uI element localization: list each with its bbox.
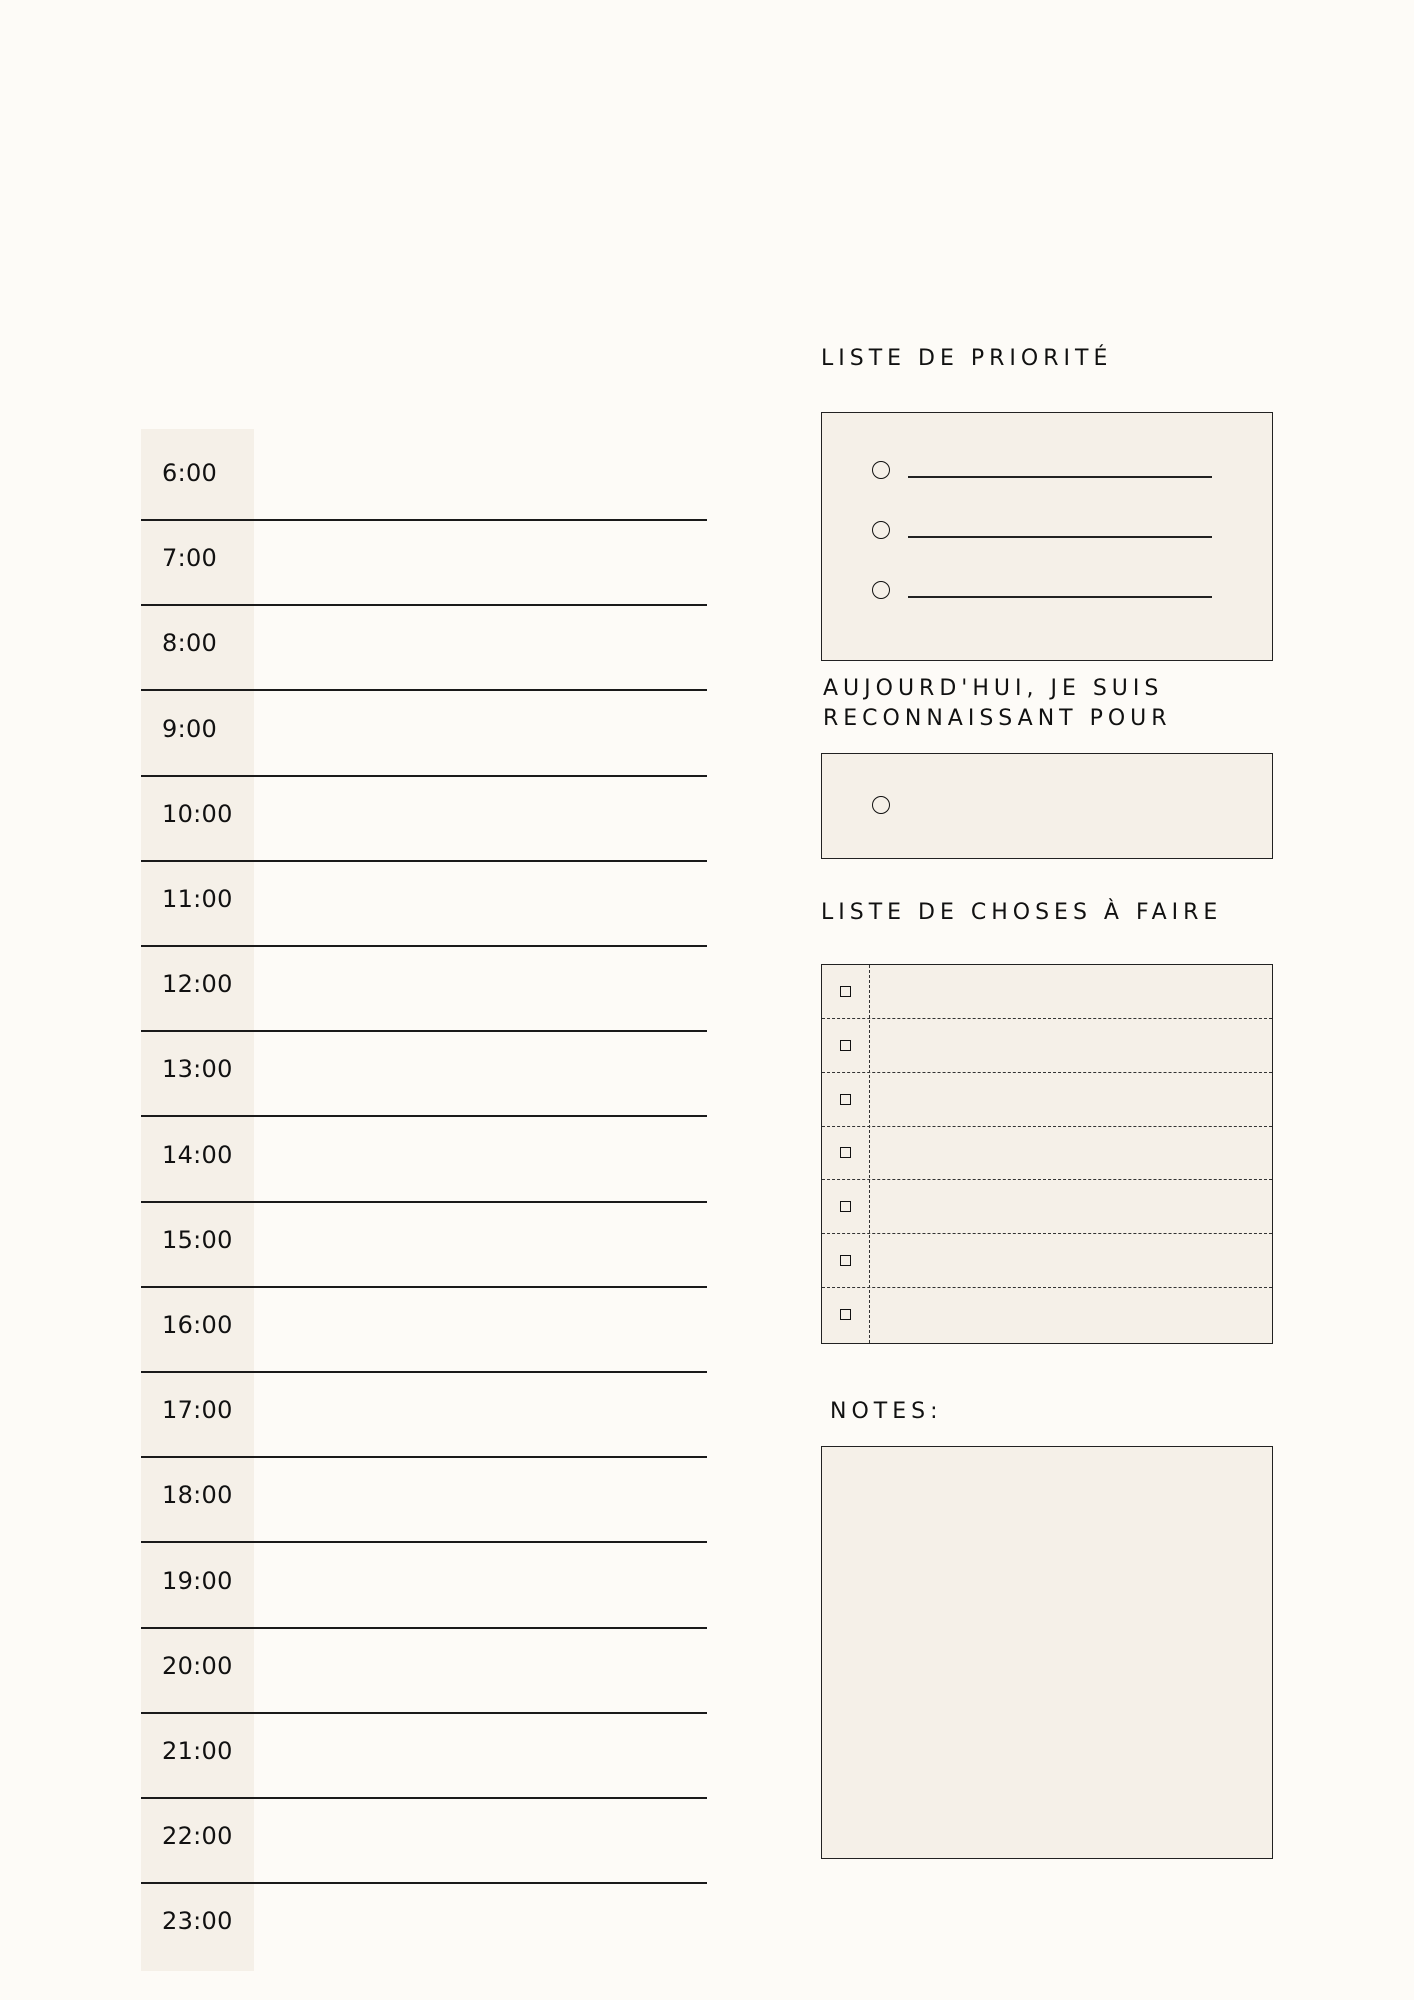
todo-checkbox[interactable] [840, 986, 851, 997]
priority-write-line[interactable] [908, 596, 1212, 598]
hour-label: 10:00 [162, 800, 233, 828]
todo-checkbox[interactable] [840, 1201, 851, 1212]
todo-row[interactable] [822, 1073, 1272, 1127]
hour-label: 14:00 [162, 1141, 233, 1169]
hour-label: 7:00 [162, 544, 218, 572]
hour-divider-line [141, 1456, 707, 1458]
priority-list-title: LISTE DE PRIORITÉ [821, 346, 1113, 371]
priority-bullet-circle[interactable] [872, 461, 890, 479]
priority-write-line[interactable] [908, 536, 1212, 538]
hour-label: 9:00 [162, 715, 218, 743]
hour-divider-line [141, 689, 707, 691]
hour-divider-line [141, 1030, 707, 1032]
hour-divider-line [141, 1541, 707, 1543]
hour-label: 19:00 [162, 1567, 233, 1595]
hour-divider-line [141, 1201, 707, 1203]
hour-divider-line [141, 1371, 707, 1373]
hour-label: 21:00 [162, 1737, 233, 1765]
todo-checkbox[interactable] [840, 1040, 851, 1051]
hour-label: 22:00 [162, 1822, 233, 1850]
priority-bullet-circle[interactable] [872, 581, 890, 599]
todo-checkbox[interactable] [840, 1255, 851, 1266]
hour-label: 18:00 [162, 1481, 233, 1509]
priority-write-line[interactable] [908, 476, 1212, 478]
hour-divider-line [141, 1286, 707, 1288]
hour-divider-line [141, 1627, 707, 1629]
gratitude-title-line-2: RECONNAISSANT POUR [823, 706, 1172, 731]
hour-label: 15:00 [162, 1226, 233, 1254]
gratitude-box [821, 753, 1273, 859]
hour-divider-line [141, 519, 707, 521]
hour-divider-line [141, 604, 707, 606]
todo-row[interactable] [822, 965, 1272, 1019]
hour-divider-line [141, 775, 707, 777]
hour-divider-line [141, 1797, 707, 1799]
hour-label: 6:00 [162, 459, 218, 487]
todo-row[interactable] [822, 1288, 1272, 1342]
priority-bullet-circle[interactable] [872, 521, 890, 539]
notes-title: NOTES: [830, 1399, 943, 1424]
priority-list-box [821, 412, 1273, 661]
hour-divider-line [141, 1882, 707, 1884]
hour-label: 8:00 [162, 629, 218, 657]
notes-box[interactable] [821, 1446, 1273, 1859]
todo-row[interactable] [822, 1127, 1272, 1181]
gratitude-bullet-circle[interactable] [872, 796, 890, 814]
todo-row[interactable] [822, 1019, 1272, 1073]
todo-checkbox[interactable] [840, 1094, 851, 1105]
todo-row[interactable] [822, 1234, 1272, 1288]
todo-row[interactable] [822, 1180, 1272, 1234]
hour-label: 12:00 [162, 970, 233, 998]
hour-divider-line [141, 860, 707, 862]
hour-label: 11:00 [162, 885, 233, 913]
hour-label: 23:00 [162, 1907, 233, 1935]
todo-list-box [821, 964, 1273, 1344]
hour-label: 20:00 [162, 1652, 233, 1680]
hour-divider-line [141, 1712, 707, 1714]
hour-divider-line [141, 1115, 707, 1117]
hour-label: 16:00 [162, 1311, 233, 1339]
hour-label: 17:00 [162, 1396, 233, 1424]
todo-list-title: LISTE DE CHOSES À FAIRE [821, 900, 1223, 925]
hour-label: 13:00 [162, 1055, 233, 1083]
todo-checkbox[interactable] [840, 1309, 851, 1320]
gratitude-title-line-1: AUJOURD'HUI, JE SUIS [823, 676, 1164, 701]
hour-divider-line [141, 945, 707, 947]
todo-checkbox[interactable] [840, 1147, 851, 1158]
